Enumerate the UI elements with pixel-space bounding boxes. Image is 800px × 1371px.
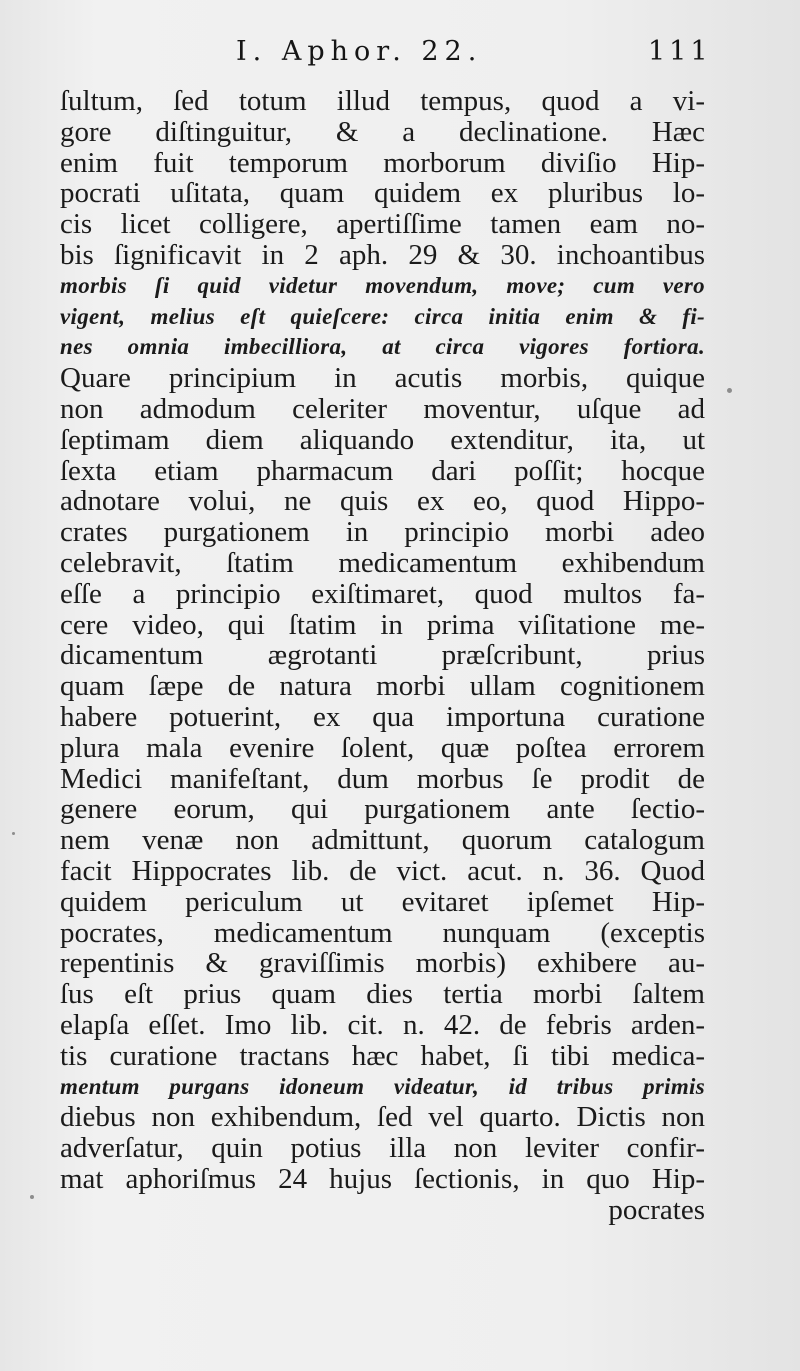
text-line: ſus eſt prius quam dies tertia morbi ſaltem xyxy=(60,978,705,1011)
text-line: Quare principium in acutis morbis, quique xyxy=(60,362,705,395)
text-line: enim fuit temporum morborum diviſio Hip- xyxy=(60,146,705,179)
text-line: ſultum, ſed totum illud tempus, quod a vi- xyxy=(60,85,705,117)
body-text xyxy=(60,86,705,1225)
text-line: nem venæ non admittunt, quorum catalogum xyxy=(60,824,705,857)
text-line: cis licet colligere, apertiſſime tamen eam no- xyxy=(60,208,705,241)
text-line: Medici manifeſtant, dum morbus ſe prodit de xyxy=(60,762,705,795)
text-line: pocrates xyxy=(608,1193,705,1226)
text-line: mentum purgans idoneum videatur, id tribus primis xyxy=(60,1073,705,1099)
text-line: celebravit, ſtatim medicamentum exhibendum xyxy=(60,546,705,579)
text-line: ſeptimam diem aliquando extenditur, ita, ut xyxy=(60,423,705,456)
text-line: repentinis & graviſſimis morbis) exhibere au- xyxy=(60,947,705,980)
text-line: bis ſignificavit in 2 aph. 29 & 30. inchoantibus xyxy=(60,238,705,271)
text-line: tis curatione tractans hæc habet, ſi tibi medica- xyxy=(60,1039,705,1072)
text-line: diebus non exhibendum, ſed vel quarto. Dictis non xyxy=(60,1101,705,1134)
text-line: crates purgationem in principio morbi adeo xyxy=(60,516,705,549)
text-line: quam ſæpe de natura morbi ullam cognitionem xyxy=(60,670,705,703)
running-head xyxy=(0,32,800,72)
paper-speck xyxy=(727,388,732,393)
text-line: adnotare volui, ne quis ex eo, quod Hippo- xyxy=(60,485,705,518)
text-line: pocrates, medicamentum nunquam (exceptis xyxy=(60,916,705,949)
text-line: eſſe a principio exiſtimaret, quod multos fa- xyxy=(60,577,705,610)
text-line: dicamentum ægrotanti præſcribunt, prius xyxy=(60,639,705,672)
text-line: non admodum celeriter moventur, uſque ad xyxy=(60,392,705,425)
text-line: cere video, qui ſtatim in prima viſitatione me- xyxy=(60,608,705,641)
text-line: ſexta etiam pharmacum dari poſſit; hocque xyxy=(60,454,705,487)
text-line: gore diſtinguitur, & a declinatione. Hæc xyxy=(60,115,705,148)
paper-speck xyxy=(30,1195,34,1199)
text-line: adverſatur, quin potius illa non leviter confir- xyxy=(60,1132,705,1165)
text-line: pocrati uſitata, quam quidem ex pluribus lo- xyxy=(60,177,705,210)
page-number: 111 xyxy=(648,36,712,67)
running-title: I. Aphor. 22. xyxy=(236,36,483,67)
text-line: quidem periculum ut evitaret ipſemet Hip- xyxy=(60,885,705,918)
text-line: morbis ſi quid videtur movendum, move; cum vero xyxy=(60,272,705,298)
text-line: habere potuerint, ex qua importuna curatione xyxy=(60,700,705,733)
text-line: vigent, melius eſt quieſcere: circa initia enim & fi- xyxy=(60,303,705,329)
text-line: facit Hippocrates lib. de vict. acut. n. 36. Quod xyxy=(60,854,705,887)
text-line: mat aphoriſmus 24 hujus ſectionis, in quo Hip- xyxy=(60,1162,705,1195)
text-line: elapſa eſſet. Imo lib. cit. n. 42. de febris arden- xyxy=(60,1008,705,1041)
text-line: plura mala evenire ſolent, quæ poſtea errorem xyxy=(60,731,705,764)
text-line: nes omnia imbecilliora, at circa vigores fortiora. xyxy=(60,334,705,360)
paper-speck xyxy=(12,832,15,835)
text-line: genere eorum, qui purgationem ante ſectio- xyxy=(60,793,705,826)
